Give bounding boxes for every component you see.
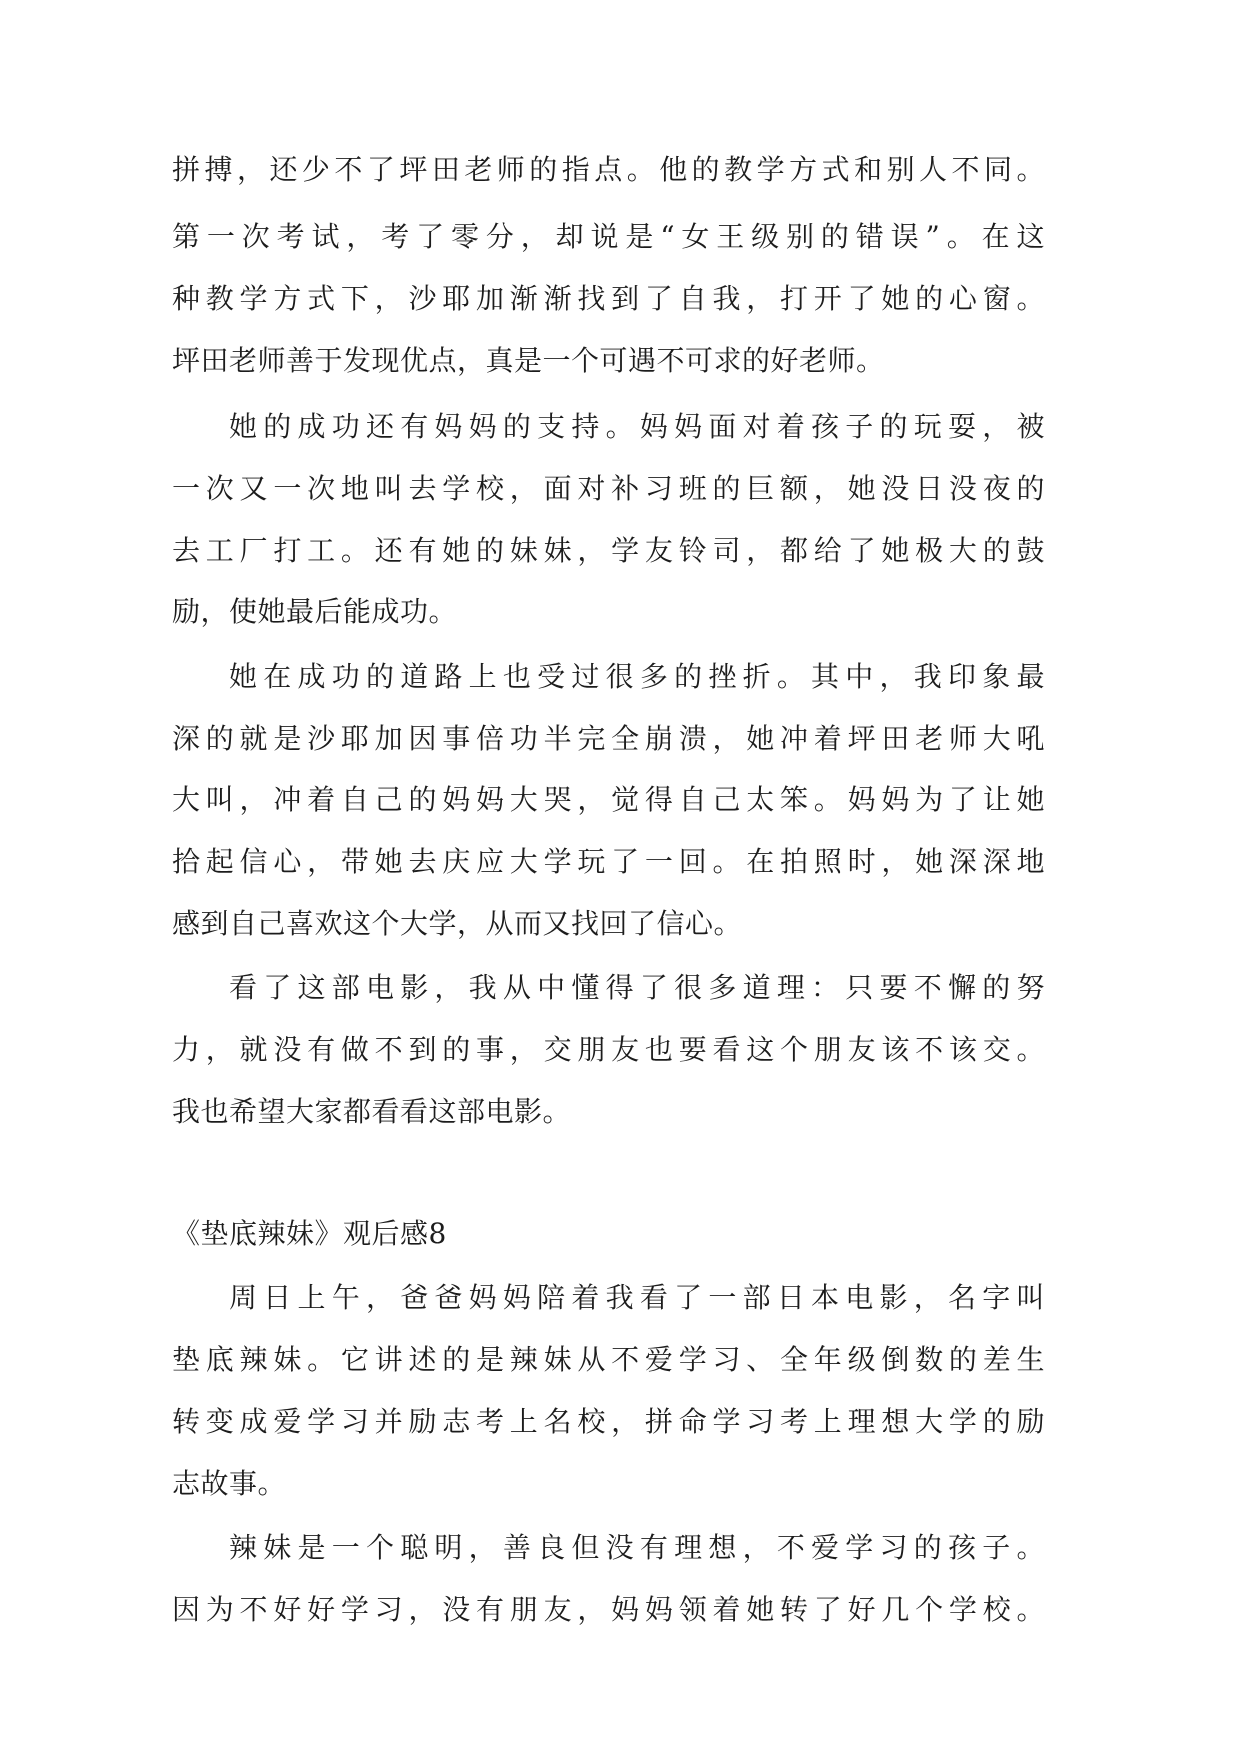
text-line: 转变成爱学习并励志考上名校，拼命学习考上理想大学的励 xyxy=(172,1405,1045,1438)
text-line: 因为不好好学习，没有朋友，妈妈领着她转了好几个学校。 xyxy=(172,1593,1045,1626)
section-heading: 《垫底辣妹》观后感8 xyxy=(172,1217,447,1250)
text-line: 垫底辣妹。它讲述的是辣妹从不爱学习、全年级倒数的差生 xyxy=(172,1343,1045,1376)
text-line: 拼搏，还少不了坪田老师的指点。他的教学方式和别人不同。 xyxy=(172,153,1045,186)
text-line: 力，就没有做不到的事，交朋友也要看这个朋友该不该交。 xyxy=(172,1033,1045,1066)
text-line: 周日上午，爸爸妈妈陪着我看了一部日本电影，名字叫 xyxy=(229,1281,1045,1314)
text-line: 励，使她最后能成功。 xyxy=(172,595,458,628)
text-line: 种教学方式下，沙耶加渐渐找到了自我，打开了她的心窗。 xyxy=(172,282,1045,315)
text-line: 她在成功的道路上也受过很多的挫折。其中，我印象最 xyxy=(229,660,1045,693)
text-line: 她的成功还有妈妈的支持。妈妈面对着孩子的玩耍，被 xyxy=(229,410,1045,443)
text-line: 拾起信心，带她去庆应大学玩了一回。在拍照时，她深深地 xyxy=(172,845,1045,878)
text-line: 辣妹是一个聪明，善良但没有理想，不爱学习的孩子。 xyxy=(229,1531,1045,1564)
text-line: 第一次考试，考了零分，却说是“女王级别的错误”。在这 xyxy=(172,220,1045,253)
text-line: 我也希望大家都看看这部电影。 xyxy=(172,1095,572,1128)
text-line: 感到自己喜欢这个大学，从而又找回了信心。 xyxy=(172,907,743,940)
text-line: 大叫，冲着自己的妈妈大哭，觉得自己太笨。妈妈为了让她 xyxy=(172,783,1045,816)
text-line: 坪田老师善于发现优点，真是一个可遇不可求的好老师。 xyxy=(172,344,885,377)
text-line: 去工厂打工。还有她的妹妹，学友铃司，都给了她极大的鼓 xyxy=(172,534,1045,567)
text-line: 看了这部电影，我从中懂得了很多道理：只要不懈的努 xyxy=(229,971,1045,1004)
text-line: 深的就是沙耶加因事倍功半完全崩溃，她冲着坪田老师大吼 xyxy=(172,722,1045,755)
text-line: 一次又一次地叫去学校，面对补习班的巨额，她没日没夜的 xyxy=(172,472,1045,505)
text-line: 志故事。 xyxy=(172,1467,287,1500)
